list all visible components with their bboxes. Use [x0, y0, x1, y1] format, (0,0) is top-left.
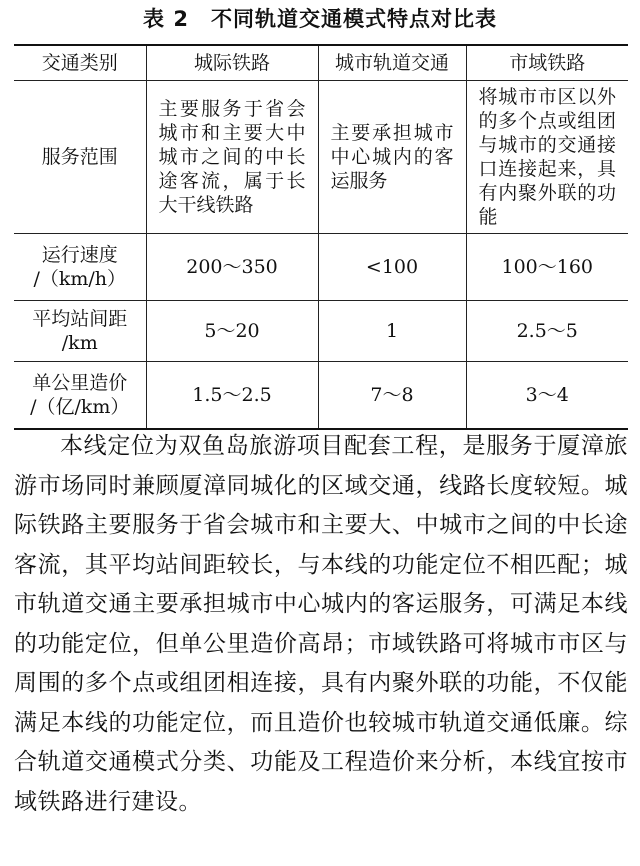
cell-suburban-speed: 100～160	[466, 234, 628, 301]
table-header-row	[14, 45, 628, 81]
cell-urban-cost: 7～8	[318, 362, 466, 430]
table-row-service-scope	[14, 81, 628, 234]
header-suburban-rail: 市域铁路	[466, 45, 628, 81]
comparison-table	[14, 44, 628, 430]
cell-intercity-cost: 1.5～2.5	[146, 362, 318, 430]
header-urban-rail-transit: 城市轨道交通	[318, 45, 466, 81]
row-label-speed	[14, 234, 146, 301]
cell-urban-spacing: 1	[318, 301, 466, 362]
body-paragraph: 本线定位为双鱼岛旅游项目配套工程，是服务于厦漳旅游市场同时兼顾厦漳同城化的区域交通，线路长度较短。城际铁路主要服务于省会城市和主要大、中城市之间的中长途客流，其平均站间距较长，与本线的功能定位不相匹配；城市轨道交通主要承担城市中心城内的客运服务，可满足本线的功能定位，但单公里造价高昂；市域铁路可将城市市区与周围的多个点或组团相连接，具有内聚外联的功能，不仅能满足本线的功能定位，而且造价也较城市轨道交通低廉。综合轨道交通模式分类、功能及工程造价来分析，本线宜按市域铁路进行建设。	[14, 433, 628, 815]
table-number: 表 2	[143, 7, 189, 31]
table-row-speed	[14, 234, 628, 301]
row-label-station-spacing	[14, 301, 146, 362]
row-label-unit: /km	[61, 332, 98, 354]
cell-intercity-speed: 200～350	[146, 234, 318, 301]
cell-suburban-scope: 将城市市区以外的多个点或组团与城市的交通接口连接起来，具有内聚外联的功能	[466, 81, 628, 234]
row-label-text: 平均站间距	[32, 308, 128, 330]
cell-suburban-cost: 3～4	[466, 362, 628, 430]
row-label-cost	[14, 362, 146, 430]
cell-suburban-spacing: 2.5～5	[466, 301, 628, 362]
table-title: 不同轨道交通模式特点对比表	[210, 7, 497, 31]
header-intercity-rail: 城际铁路	[146, 45, 318, 81]
header-category: 交通类别	[14, 45, 146, 81]
cell-intercity-scope: 主要服务于省会城市和主要大中城市之间的中长途客流，属于长大干线铁路	[146, 81, 318, 234]
row-label-service-scope	[14, 81, 146, 234]
row-label-unit: /（km/h）	[33, 268, 127, 290]
row-label-unit: /（亿/km）	[30, 396, 130, 418]
table-row-cost	[14, 362, 628, 430]
table-caption	[0, 4, 640, 34]
cell-intercity-spacing: 5～20	[146, 301, 318, 362]
cell-urban-scope: 主要承担城市中心城内的客运服务	[318, 81, 466, 234]
row-label-text: 服务范围	[41, 146, 118, 168]
row-label-text: 运行速度	[41, 244, 118, 266]
cell-urban-speed: <100	[318, 234, 466, 301]
row-label-text: 单公里造价	[32, 372, 128, 394]
table-row-station-spacing	[14, 301, 628, 362]
